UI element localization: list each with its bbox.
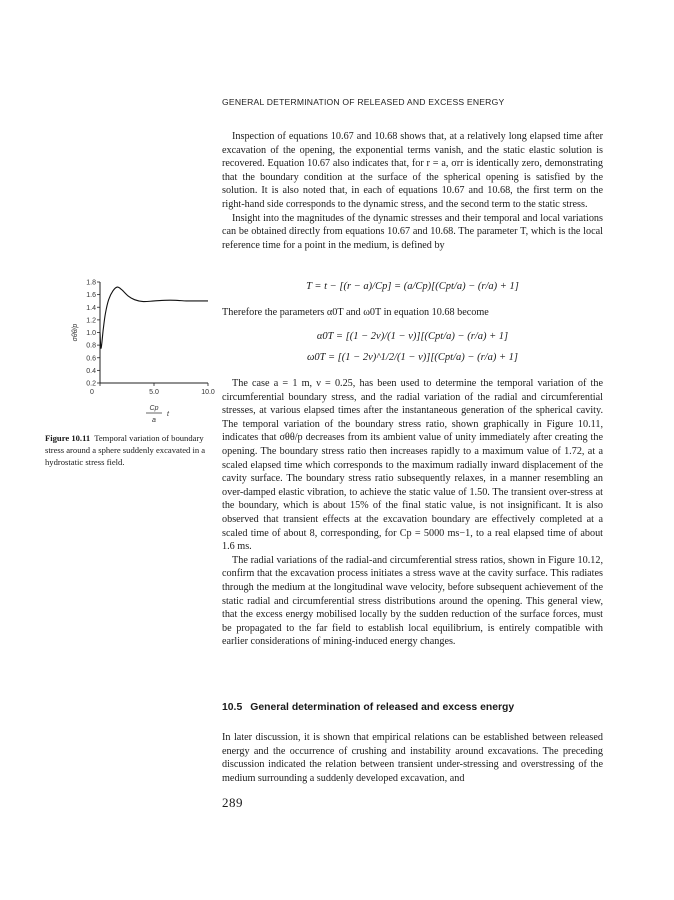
paragraph-4: The case a = 1 m, ν = 0.25, has been used to determine the temporal variation of the circumferential boundary stress, and the radial variation of the radial and circumferential stresses, at various elapsed times after the instantaneous generation of the spherical cavity. The temporal variation of the boundary stress ratio, shown graphically in Figure 10.11, indicates that σθθ/p decreases from its ambient value of unity immediately after creating the opening. The boundary stress ratio then increases rapidly to a maximum value of 1.72, at a scaled elapsed time which corresponds to the maximum radially inward displacement of the cavity surface. The boundary stress ratio subsequently relaxes, in a manner resembling an over-damped elastic vibration, to achieve the static value of 1.50. The transient over-stress at the boundary, which is about 15% of the final static value, is not insignificant. It is also observed that transient effects at the excavation boundary are effectively completed at a scaled time of about 8, corresponding, for Cp = 5000 ms−1, to a real elapsed time of about 1.6 ms. — [222, 378, 603, 553]
body-text-section — [222, 731, 603, 785]
y-tick-label: 1.2 — [86, 317, 96, 325]
paragraph-2: Insight into the magnitudes of the dynamic stresses and their temporal and local variations can be obtained directly from equations 10.67 and 10.68. The parameter T, which is the local reference time for a point in the medium, is defined by — [222, 212, 603, 251]
section-heading — [222, 702, 522, 713]
paragraph-1: Inspection of equations 10.67 and 10.68 shows that, at a relatively long elapsed time after excavation of the opening, the exponential terms vanish, and the static elastic solution is recovered. Equation 10.67 also indicates that, for r = a, σrr is identically zero, demonstrating that the boundary condition at the surface of the spherical opening is satisfied by the solution. It is also noted that, in each of equations 10.67 and 10.68, the first term on the right-hand side corresponds to the dynamic stress, and the second term to the static stress. — [222, 131, 603, 210]
section-number: 10.5 — [222, 702, 243, 713]
figure-caption-text: Temporal variation of boundary stress around a sphere suddenly excavated in a hydrostatic stress field. — [45, 433, 206, 467]
y-tick-label: 0.2 — [86, 380, 96, 388]
chart-axes — [100, 282, 208, 383]
y-tick-label: 1.4 — [86, 304, 96, 312]
y-tick-label: 1.8 — [86, 279, 96, 287]
running-head: GENERAL DETERMINATION OF RELEASED AND EXCESS ENERGY — [222, 97, 505, 107]
section-title: General determination of released and excess energy — [250, 702, 515, 713]
y-tick-label: 0.8 — [86, 342, 96, 350]
x-axis-label-denominator: a — [152, 417, 156, 424]
x-axis-label-numerator: Cp — [149, 405, 159, 412]
body-text-lower — [222, 377, 603, 649]
y-tick-label: 1.6 — [86, 292, 96, 300]
figure-label: Figure 10.11 — [45, 433, 91, 443]
equation-omega: ω0T = [(1 − 2ν)^1/2/(1 − ν)][(Cpt/a) − (r/a) + 1] — [307, 352, 518, 363]
x-tick-label: 10.0 — [201, 389, 215, 396]
y-tick-label: 1.0 — [86, 330, 96, 337]
y-tick-label: 0.6 — [86, 355, 96, 363]
series-line — [100, 287, 208, 348]
chart-lines — [100, 287, 208, 348]
equation-alpha: α0T = [(1 − 2ν)/(1 − ν)][(Cpt/a) − (r/a) + 1] — [316, 331, 509, 342]
paragraph-5: The radial variations of the radial-and circumferential stress ratios, shown in Figure 10.12, confirm that the excavation process initiates a stress wave at the cavity surface. This radiates through the medium at the longitudinal wave velocity, before subsequent achievement of the static radial and circumferential stress distributions around the opening. This general view, that the excess energy mobilised locally by the sudden reduction of the surface forces, must be propagated to the far field to establish local equilibrium, is entirely compatible with earlier considerations of mining-induced energy changes. — [222, 554, 603, 648]
x-axis-label-variable: t — [167, 411, 169, 418]
paragraph-6: In later discussion, it is shown that empirical relations can be established between released energy and the occurrence of crushing and instability around excavations. The preceding discussion indicated the relation between transient under-stressing and overstressing of the medium surrounding a suddenly developed excavation, and — [222, 732, 603, 784]
page-number: 289 — [222, 795, 243, 810]
paragraph-3: Therefore the parameters α0T and ω0T in equation 10.68 become — [222, 307, 489, 318]
equation-reference-time: T = t − [(r − a)/Cp] = (a/Cp)[(Cpt/a) − (r/a) + 1] — [306, 281, 519, 292]
y-tick-label: 0.4 — [86, 367, 96, 375]
figure-caption — [45, 432, 211, 468]
y-axis-label: σθθ/p — [72, 323, 79, 342]
x-tick-label: 0 — [90, 389, 94, 396]
body-text-upper — [222, 130, 603, 252]
body-text-params — [222, 306, 603, 320]
x-tick-label: 5.0 — [149, 389, 159, 396]
figure-10-11-chart — [40, 270, 215, 430]
